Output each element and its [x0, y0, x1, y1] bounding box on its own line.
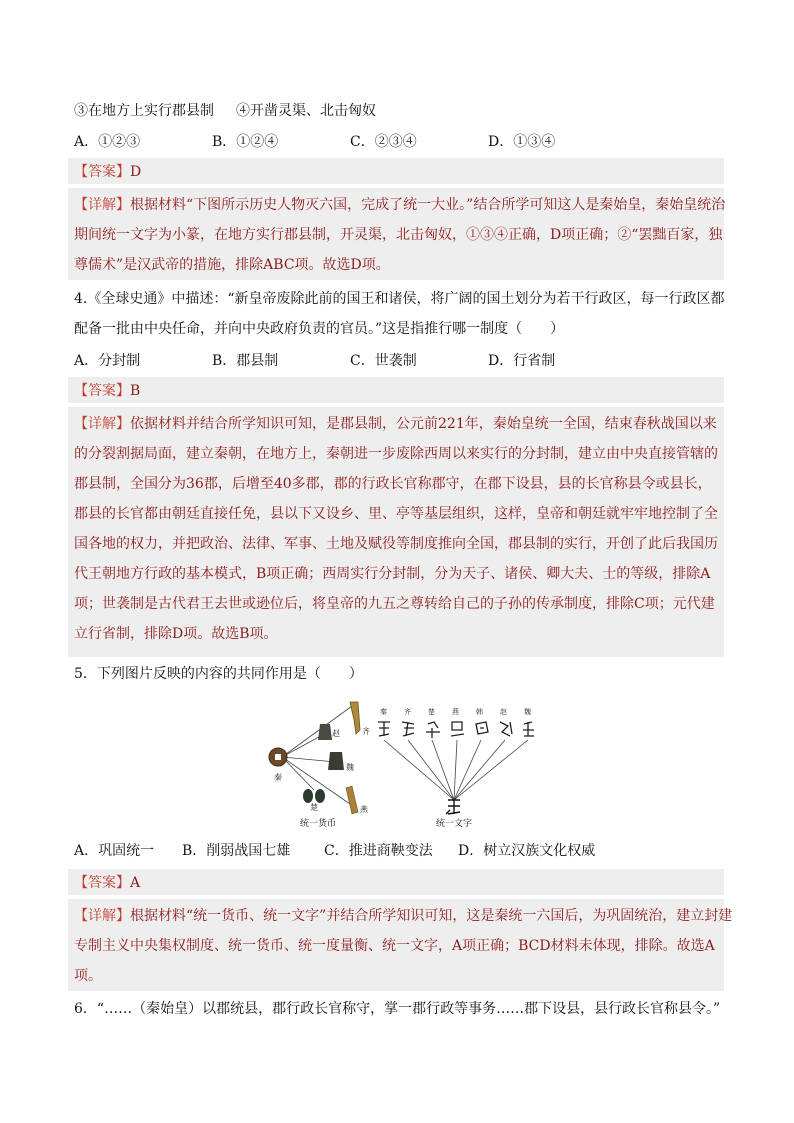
coin-label-zhao: 赵: [332, 729, 340, 738]
q4-detail-line-2: 的分裂割据局面，建立秦朝，在地方上，秦朝进一步废除西周以来实行的分封制，建立由中央直接管辖的: [74, 446, 718, 462]
q3-answer-tag: 【答案】: [74, 164, 130, 180]
q4-detail-line-1: 依据材料并结合所学知识可知，是郡县制，公元前221年，秦始皇统一全国，结束春秋战国以来: [130, 416, 717, 432]
q4-detail-line-3: 郡县制，全国分为36郡，后增至40多郡，郡的行政长官称郡守，在郡下设县，县的长官称县令或县长，: [74, 476, 712, 492]
coin-label-yan: 燕: [360, 805, 368, 814]
q3-detail-tag: 【详解】: [74, 197, 130, 213]
caption-unify-script: 统一文字: [436, 819, 473, 829]
state-label-qin: 秦: [380, 708, 387, 716]
q4-answer: B: [130, 383, 141, 399]
q5-figure-svg: [258, 700, 538, 830]
q5-choice-d: D．树立汉族文化权威: [458, 843, 596, 859]
q5-detail-line-2: 专制主义中央集权制度、统一货币、统一度量衡、统一文字，A项正确；BCD材料未体现，排除。故选A: [74, 938, 715, 954]
q3-detail-line-3: 尊儒术”是汉武帝的措施，排除ABC项。故选D项。: [74, 257, 390, 273]
glyph-han-icon: [476, 722, 488, 734]
q4-detail-box: [68, 407, 724, 657]
coin-label-qin: 秦: [274, 773, 282, 782]
q3-choice-c: C．②③④: [350, 134, 417, 150]
state-label-chu: 楚: [428, 708, 435, 716]
q6-stem: 6．“……（秦始皇）以郡统县，郡行政长官称守，掌一郡行政等事务……郡下设县，县行政长官称县令。”: [74, 1001, 721, 1017]
q4-choice-c: C．世袭制: [350, 353, 417, 369]
ancient-glyphs: [378, 722, 534, 738]
unified-small-seal-glyph-icon: [446, 800, 460, 814]
q3-choice-b: B．①②④: [212, 134, 279, 150]
q5-choice-a: A．巩固统一: [74, 843, 155, 859]
state-label-qi: 齐: [404, 708, 411, 716]
q5-answer-box: [68, 869, 724, 895]
state-label-zhao: 赵: [500, 708, 507, 716]
q4-stem-line-1: 4.《全球史通》中描述：“新皇帝废除此前的国王和诸侯，将广阔的国土划分为若干行政区，每一行政区都: [74, 291, 725, 307]
state-label-wei: 魏: [524, 708, 531, 716]
caption-unify-currency: 统一货币: [300, 819, 337, 829]
zhao-spade-coin-icon: [318, 724, 332, 740]
glyph-zhao-icon: [500, 722, 512, 736]
glyph-yan-icon: [451, 722, 464, 736]
q4-choice-d: D．行省制: [488, 353, 556, 369]
q3-answer: D: [130, 164, 142, 180]
q3-detail-box: [68, 188, 724, 280]
coin-label-wei: 魏: [346, 763, 354, 772]
q4-detail-line-7: 项；世袭制是古代君王去世或逊位后，将皇帝的九五之尊转给自己的子孙的传承制度，排除C项；元代建: [74, 596, 715, 612]
q4-answer-box: [68, 377, 724, 403]
q3-detail-line-2: 期间统一文字为小篆，在地方实行郡县制，开灵渠，北击匈奴，①③④正确，D项正确；②“罢黜百家，独: [74, 227, 723, 243]
q5-figure: [258, 700, 538, 830]
qin-coin-hole-icon: [275, 754, 281, 760]
q4-detail-line-4: 郡县的长官都由朝廷直接任免，县以下又设乡、里、亭等基层组织，这样，皇帝和朝廷就牢牢地控制了全: [74, 506, 718, 522]
q4-detail-tag: 【详解】: [74, 416, 130, 432]
coin-label-qi: 齐: [362, 727, 370, 736]
q3-option-3: ③在地方上实行郡县制: [74, 103, 214, 119]
state-label-han: 韩: [476, 708, 483, 716]
q5-choice-c: C．推进商鞅变法: [324, 843, 433, 859]
q5-detail-tag: 【详解】: [74, 908, 130, 924]
q5-detail-line-3: 项。: [74, 968, 102, 984]
q4-detail-line-8: 立行省制，排除D项。故选B项。: [74, 626, 278, 642]
q4-answer-tag: 【答案】: [74, 383, 130, 399]
glyph-qin-icon: [378, 722, 390, 736]
glyph-wei-icon: [523, 722, 534, 736]
glyph-qi-icon: [402, 722, 414, 736]
chu-coin-icon-2: [315, 789, 325, 803]
state-label-yan: 燕: [452, 708, 459, 716]
q4-stem-line-2: 配备一批由中央任命，并向中央政府负责的官员。”这是指推行哪一制度（ ）: [74, 321, 565, 337]
q5-detail-box: [68, 899, 733, 991]
qi-knife-coin-icon: [350, 702, 360, 734]
q4-choice-b: B．郡县制: [212, 353, 279, 369]
wei-spade-coin-icon: [328, 752, 344, 770]
q4-choice-a: A．分封制: [74, 353, 141, 369]
q3-option-4: ④开凿灵渠、北击匈奴: [236, 103, 376, 119]
q5-choice-b: B．削弱战国七雄: [182, 843, 291, 859]
q5-answer-tag: 【答案】: [74, 875, 130, 891]
currency-diagram: [269, 702, 370, 829]
yan-knife-coin-icon: [346, 786, 358, 814]
q3-detail-line-1: 根据材料“下图所示历史人物灭六国，完成了统一大业。”结合所学可知这人是秦始皇，秦始皇统治: [130, 197, 726, 213]
q3-answer-box: [68, 158, 724, 184]
q3-choice-a: A．①②③: [74, 134, 141, 150]
q4-detail-line-5: 国各地的权力，并把政治、法律、军事、土地及赋役等制度推向全国，郡县制的实行，开创了此后我国历: [74, 536, 718, 552]
chu-coin-icon-1: [303, 789, 313, 803]
q5-detail-line-1: 根据材料“统一货币、统一文字”并结合所学知识可知，这是秦统一六国后，为巩固统治，建立封建: [130, 908, 733, 924]
q5-answer: A: [130, 875, 141, 891]
q3-choice-d: D．①③④: [488, 134, 556, 150]
q4-detail-line-6: 代王朝地方行政的基本模式，B项正确；西周实行分封制，分为天子、诸侯、卿大夫、士的等级，排除A: [74, 566, 711, 582]
q5-stem: 5．下列图片反映的内容的共同作用是（ ）: [74, 666, 363, 682]
script-diagram: [378, 707, 534, 829]
coin-label-chu: 楚: [310, 803, 318, 812]
glyph-chu-icon: [426, 722, 440, 738]
